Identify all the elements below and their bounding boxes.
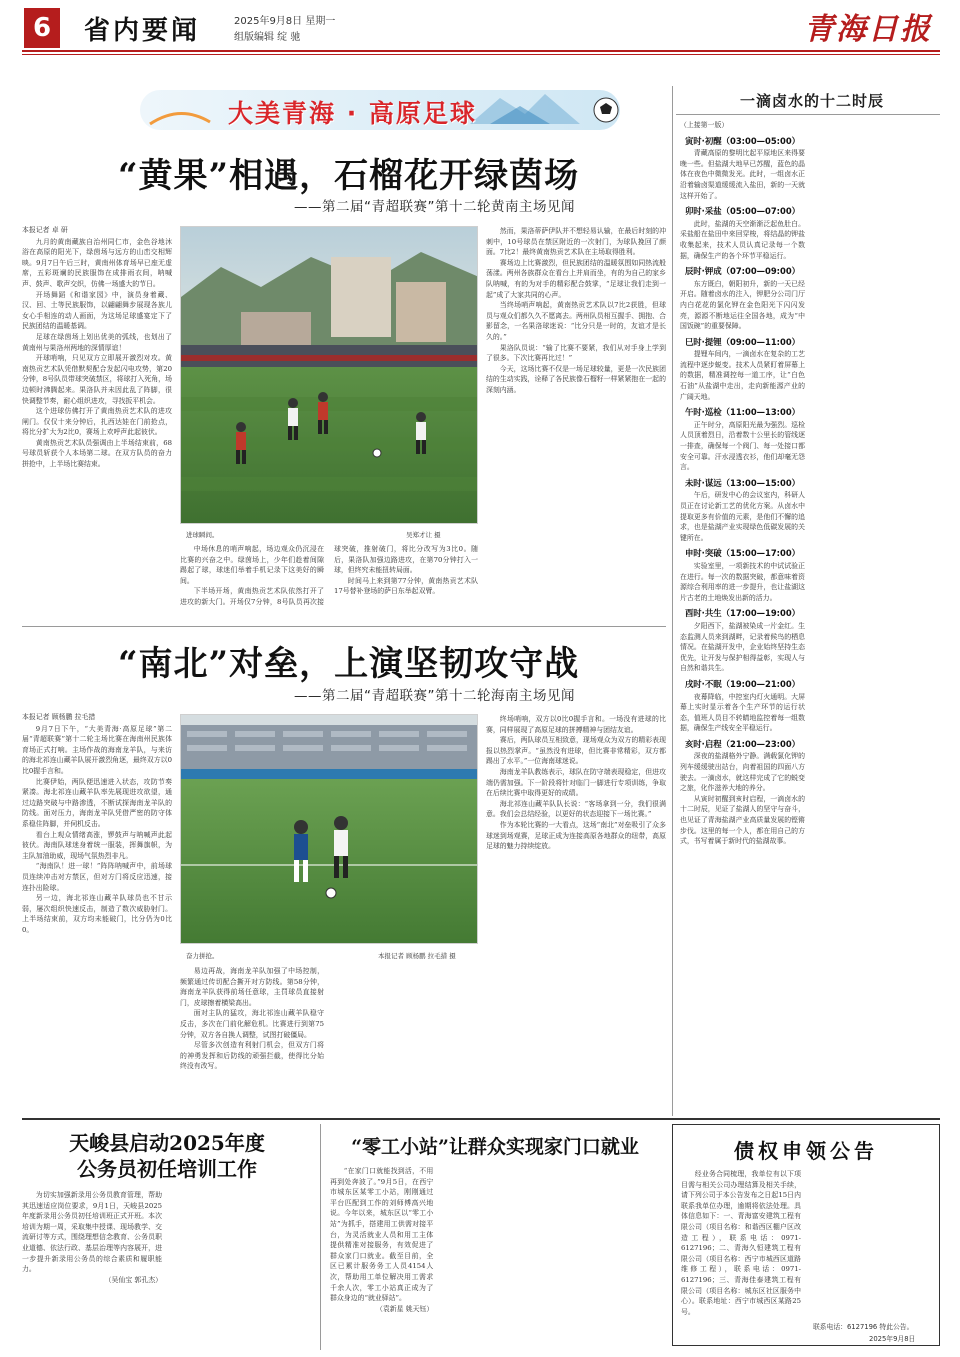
paragraph: 开球哨响，只见双方立即展开激烈对攻。黄南热贡艺术队凭借默契配合发起闪电攻势，第20分钟，8号队员带球突破禁区，将球打入死角，场边顿时沸腾起来。果洛队并未因此乱了阵脚，很快调整节奏，耐心组织进攻，寻找扳平机会。 [22,354,172,405]
masthead-rule-thin [22,54,940,55]
masthead-rule [22,50,940,52]
section-title: 省内要闻 [84,16,201,46]
paragraph: 夜幕降临，中控室内灯火通明。大屏幕上实时显示着各个生产环节的运行状态，值班人员目不转睛地监控着每一组数据，确保生产线安全平稳运行。 [680,692,805,733]
paragraph: 足球在绿茵场上划出优美的弧线，也划出了黄南州与果洛州两地的深情厚谊！ [22,332,172,352]
paragraph: 开场舞蹈《和谐家园》中，演员身着藏、汉、回、土等民族服饰，以翩翩舞步展现各族儿女心手相连的动人画面，为这场足球盛宴定下了民族团结的温暖基调。 [22,290,172,331]
paragraph: 终场哨响，双方以0比0握手言和。一场没有进球的比赛，同样展现了高原足球的拼搏精神与团结友谊。 [486,715,666,734]
paragraph: 从寅时初醒到亥时启程，一滴卤水的十二时辰，见证了盐湖人的坚守与奋斗，也见证了青海盐湖产业高质量发展的铿锵步伐。这里的每一个人，都在用自己的方式，书写着属于新时代的盐湖故事。 [680,794,805,846]
article1-text-right [486,226,666,618]
football-match-photo [181,227,478,524]
paragraph: 然而，果洛蒂萨伊队并不想轻易认输，在最后时刻的冲刺中，10号球员在禁区附近的一次射门，为球队挽回了颜面。7比2！最终黄南热贡艺术队在主场取得胜利。 [486,227,666,257]
time-slot-title: 巳时·提锂（09:00—11:00） [684,336,801,347]
paragraph: 黄南热贡艺术队员强调由上半场结束前，68号球员斩获个人本场第二球。在双方队员的奋力拼抢中，上半场比赛结束。 [22,438,172,469]
article1-subheadline: ——第二届“青超联赛”第十二轮黄南主场见闻 [294,199,575,215]
date-line: 2025年9月8日 星期一 [234,16,336,27]
paragraph: 易边再战，海南龙羊队加强了中场控制，频繁通过传切配合撕开对方防线。第58分钟，海南龙羊队获得前场任意球，主罚球员直接射门，皮球擦着横梁高出。 [180,967,324,1007]
editor-line: 组版编辑 绽 驰 [234,32,301,43]
article1-byline: 本报记者 卓 研 [22,226,68,234]
banner-title: 大美青海 · 高原足球 [228,99,477,128]
time-slot-title: 辰时·钾成（07:00—09:00） [684,266,801,277]
topic-banner [140,84,620,136]
article1-photo-caption: 进球瞬间。 [186,531,219,539]
time-slot-title: 戌时·不眠（19:00—21:00） [684,678,801,689]
masthead [0,0,960,64]
time-slot-title: 酉时·共生（17:00—19:00） [684,608,801,619]
paragraph: 正午时分，高原阳光最为强烈。巡检人员顶着烈日，沿着数十公里长的管线逐一排查，确保每一个阀门、每一处接口都安全可靠。汗水浸透衣衫，他们却毫无怨言。 [680,420,805,472]
paragraph: 中场休息的哨声响起，场边观众仍沉浸在比赛的兴奋之中。绿茵场上，少年们趁着间隙踢起了球，球迷们举着手机记录下这美好的瞬间。 [180,545,324,585]
time-slot-title: 未时·谋远（13:00—15:00） [684,477,801,488]
football-match-photo [181,715,478,944]
paragraph: 青藏高原的黎明比起平原地区来得要晚一些。但盐湖大地早已苏醒，蓝色的晶体在夜色中微微发光。此时，一组卤水正沿着输卤渠道缓缓流入盐田，新的一天就这样开始了。 [680,149,805,200]
time-slot-title: 亥时·启程（21:00—23:00） [684,738,801,749]
headline-line: 天峻县启动2025年度 [69,1131,265,1155]
paragraph: 下半场开场，黄南热贡艺术队依然打开了进攻的新大门。开场仅7分钟，8号队员再次接球突破，推射破门，将比分改写为3比0。随后，果洛队加强边路进攻，在第70分钟打入一球，但终究未能扭转局面。 [180,545,478,606]
signature: （吴仙宝 郭孔杰） [104,1275,162,1284]
paragraph: 提锂车间内，一滴卤水在复杂的工艺流程中逐步蜕变。技术人员紧盯着屏幕上的数据，精准调控每一道工序，让“白色石油”从盐湖中走出，走向新能源产业的广阔天地。 [680,350,805,401]
paragraph: 作为本轮比赛的一大看点，这场“南北”对垒吸引了众多球迷到场观赛，足球正成为连接高原各地群众的纽带，高原足球的魅力持续绽放。 [486,820,666,851]
paragraph: “海南队！进一球！”阵阵呐喊声中，前场球员连续冲击对方禁区，但对方门将反应迅速，接连扑出险球。 [22,862,172,892]
paragraph: 东方既白，朝阳初升，新的一天已经开启。随着卤水的注入，钾肥分公司门厅内白花花的氯化钾在金色阳光下闪闪发亮，源源不断地运往全国各地，成为“中国饭碗”的重要保障。 [680,279,805,331]
notice-contact: 联系电话：6127196 特此公告。 [813,1323,914,1331]
paragraph: 尽管多次创造有利射门机会，但双方门将的神勇发挥和后防线的顽强拦截，使得比分始终没有改写。 [180,1041,324,1071]
headline-line: 公务员初任培训工作 [77,1157,257,1181]
paper-name-logo: 青海日报 [804,12,932,47]
column-rule [320,1124,321,1350]
bottom-mid-headline: “零工小站”让群众实现家门口就业 [351,1136,639,1158]
article1-text-left [22,225,172,617]
article1-photo-credit: 吴郑才让 摄 [406,531,441,539]
paragraph: 赛后，两队球员互相致意，现场观众为双方的精彩表现报以热烈掌声。“虽然没有进球，但比赛非常精彩，双方都踢出了水平。”一位海南球迷说。 [486,736,666,766]
paragraph: 9月7日下午，“大美青海·高原足球”第二届“青超联赛”第十二轮主场比赛在海南州民族体育场正式打响。主场作战的海南龙羊队，与来访的海北祁连山藏羊队展开激烈角逐，最终双方以0比0握手言和。 [22,724,172,775]
paragraph: 另一边，海北祁连山藏羊队球员也不甘示弱，屡次组织快速反击，制造了数次威胁射门。上半场结束前，双方均未能破门，比分仍为0比0。 [22,894,172,934]
paragraph: 这个进球仿佛打开了黄南热贡艺术队的进攻闸门。仅仅十来分钟后，扎西达娃在门前抢点，将比分扩大为2比0，赛场上欢呼声此起彼伏。 [22,407,172,437]
notice-text [681,1169,931,1319]
notice-date: 2025年9月8日 [869,1335,916,1343]
right-column-text [680,120,940,1114]
paragraph: 海北祁连山藏羊队队长说：“客场拿到一分，我们很满意。我们会总结经验，以更好的状态迎接下一场比赛。” [486,799,666,819]
right-column-title: 一滴卤水的十二时辰 [740,92,885,110]
section-divider [22,626,666,627]
article2-subheadline: ——第二届“青超联赛”第十二轮海南主场见闻 [294,688,575,704]
time-slot-title: 卯时·采盐（05:00—07:00） [684,206,801,217]
article2-text-right [486,714,666,1108]
time-slot-title: 午时·巡检（11:00—13:00） [684,407,801,418]
paragraph: 海南龙羊队教练表示，球队在防守端表现稳定，但进攻端仍需加强。下一阶段将针对临门一脚进行专项训练，争取在后续比赛中取得更好的成绩。 [486,767,666,798]
bottom-mid-text [330,1166,660,1340]
paragraph: “在家门口就能找到活，不用再到处奔波了。”9月5日，在西宁市城东区某零工小站，刚刚通过平台匹配到工作的刘师傅高兴地说。今年以来，城东区以“零工小站”为抓手，搭建用工供需对接平台，为灵活就业人员和用工主体提供精准对接服务，有效促进了群众家门口就业。截至目前，全区已累计服务务工人员4154人次，帮助用工单位解决用工需求千余人次，零工小站真正成为了群众身边的“就业驿站”。 [330,1167,434,1303]
bottom-section-rule [22,1118,940,1120]
article2-photo-caption: 奋力拼抢。 [186,952,219,960]
column-rule [672,86,673,1116]
article1-headline: “黄果”相遇，石榴花开绿茵场 [118,156,580,196]
paragraph: 午后，研发中心的会议室内，科研人员正在讨论新工艺的优化方案。从卤水中提取更多有价值的元素，是他们不懈的追求，也是盐湖产业实现绿色低碳发展的关键所在。 [680,491,805,542]
article2-byline: 本报记者 顾杨鹏 拉毛措 [22,713,96,721]
notice-box [672,1124,940,1346]
article2-text-bottom [180,966,478,1108]
paragraph: 时间马上来到第77分钟，黄南热贡艺术队17号替补登场的萨日东举起双臂。 [334,576,478,596]
paragraph: 经业务合同梳理，我单位有以下项目需与相关公司办理结算及相关手续，请下列公司于本公告发布之日起15日内联系我单位办理，逾期将依法处理。具体信息如下：一、青海富安建筑工程有限公司（项目名称：和谐西区棚户区改造工程），联系电话：0971-6127196；二、青海久恒建筑工程有限公司（项目名称：西宁市城西区道路维修工程），联系电话：0971-6127196；三、青海佳泰建筑工程有限公司（项目名称：城东区社区服务中心）。联系地址：西宁市城西区某路25号。 [681,1170,801,1316]
article1-photo [180,226,478,524]
article2-photo-credit: 本报记者 顾杨鹏 拉毛措 摄 [378,952,456,960]
bottom-left-text [22,1190,312,1340]
article2-headline: “南北”对垒，上演坚韧攻守战 [118,644,580,684]
paragraph: 面对主队的猛攻，海北祁连山藏羊队稳守反击，多次在门前化解危机。比赛进行到第75分钟，双方各自换人调整，试图打破僵局。 [180,1009,324,1039]
paragraph: 深夜的盐湖格外宁静。满载氯化钾的列车缓缓驶出站台，向着祖国的四面八方驶去。一滴卤水，就这样完成了它的蜕变之旅，化作滋养大地的养分。 [680,752,805,793]
article2-photo [180,714,478,944]
paragraph: 为切实加强新录用公务员教育管理，帮助其迅速适应岗位要求，9月1日，天峻县2025年度新录用公务员初任培训班正式开班。本次培训为期一周，采取集中授课、现场教学、交流研讨等方式，围绕理想信念教育、公务员职业道德、依法行政、基层治理等内容展开，进一步提升新录用公务员的综合素质和履职能力。 [22,1191,162,1274]
paragraph: 果洛队员说：“输了比赛不要紧，我们从对手身上学到了很多。下次比赛再比过！” [486,343,666,363]
bottom-left-headline [22,1130,312,1182]
notice-title: 债权申领公告 [734,1139,878,1163]
paragraph: 此时，盐湖的天空渐渐泛起鱼肚白。采盐船在盐田中来回穿梭，将结晶的钾盐收集起来，技术人员认真记录每一个数据，确保生产的各个环节平稳运行。 [680,219,805,260]
paragraph: 赛场边上比赛激烈，但民族团结的温暖氛围如同热流般荡漾。两州各族群众在看台上并肩而坐，有的为自己的家乡队呐喊，有的为对手的精彩配合鼓掌，“足球让我们走到一起”成了大家共同的心声。 [486,258,666,299]
paragraph: 九月的黄南藏族自治州同仁市，金色谷地沐浴在高原的阳光下，绿茵场与远方的山峦交相辉映。9月7日午后三时，黄南州体育场早已座无虚席，五彩斑斓的民族服饰在成排雨衣间，呐喊声、鼓声、歌声交织，仿佛一场盛大的节日。 [22,237,172,288]
time-slot-title: 申时·突破（15:00—17:00） [684,548,801,559]
page-number: 6 [24,8,60,48]
paragraph: 今天，这场比赛不仅是一场足球较量，更是一次民族团结的生动实践，诠释了各民族像石榴籽一样紧紧抱在一起的深刻内涵。 [486,364,666,394]
paragraph: 实验室里，一项新技术的中试试验正在进行。每一次的数据突破，都意味着资源综合利用率的进一步提升，也让盐湖这片古老的土地焕发出新的活力。 [680,561,805,602]
signature: （袁新星 姚天钰） [376,1304,434,1313]
article2-text-left [22,712,172,1108]
article1-text-bottom [180,544,478,618]
right-title-rule [676,114,940,115]
paragraph: 看台上观众情绪高涨，锣鼓声与呐喊声此起彼伏。海南队球迷身着统一服装，挥舞旗帜，为主队加油助威，现场气氛热烈非凡。 [22,830,172,860]
time-slot-title: 寅时·初醒（03:00—05:00） [684,135,801,146]
right-column-intro: （上接第一版） [680,121,729,129]
paragraph: 当终场哨声响起，黄南热贡艺术队以7比2获胜，但球员与观众们都久久不愿离去。两州队员相互握手、拥抱、合影留念，一名果洛球迷说：“比分只是一时的，友谊才是长久的。” [486,301,666,341]
paragraph: 夕阳西下，盐湖被染成一片金红。生态监测人员来到湖畔，记录着候鸟的栖息情况。在盐湖开发中，企业始终坚持生态优先，让开发与保护相得益彰，实现人与自然和谐共生。 [680,621,805,673]
paragraph: 比赛伊始，两队便迅速进入状态，攻防节奏紧凑。海北祁连山藏羊队率先展现进攻欲望，通过边路突破与中路渗透，不断试探海南龙羊队的防线。面对压力，海南龙羊队凭借严密的防守体系稳住阵脚，并伺机反击。 [22,777,172,828]
